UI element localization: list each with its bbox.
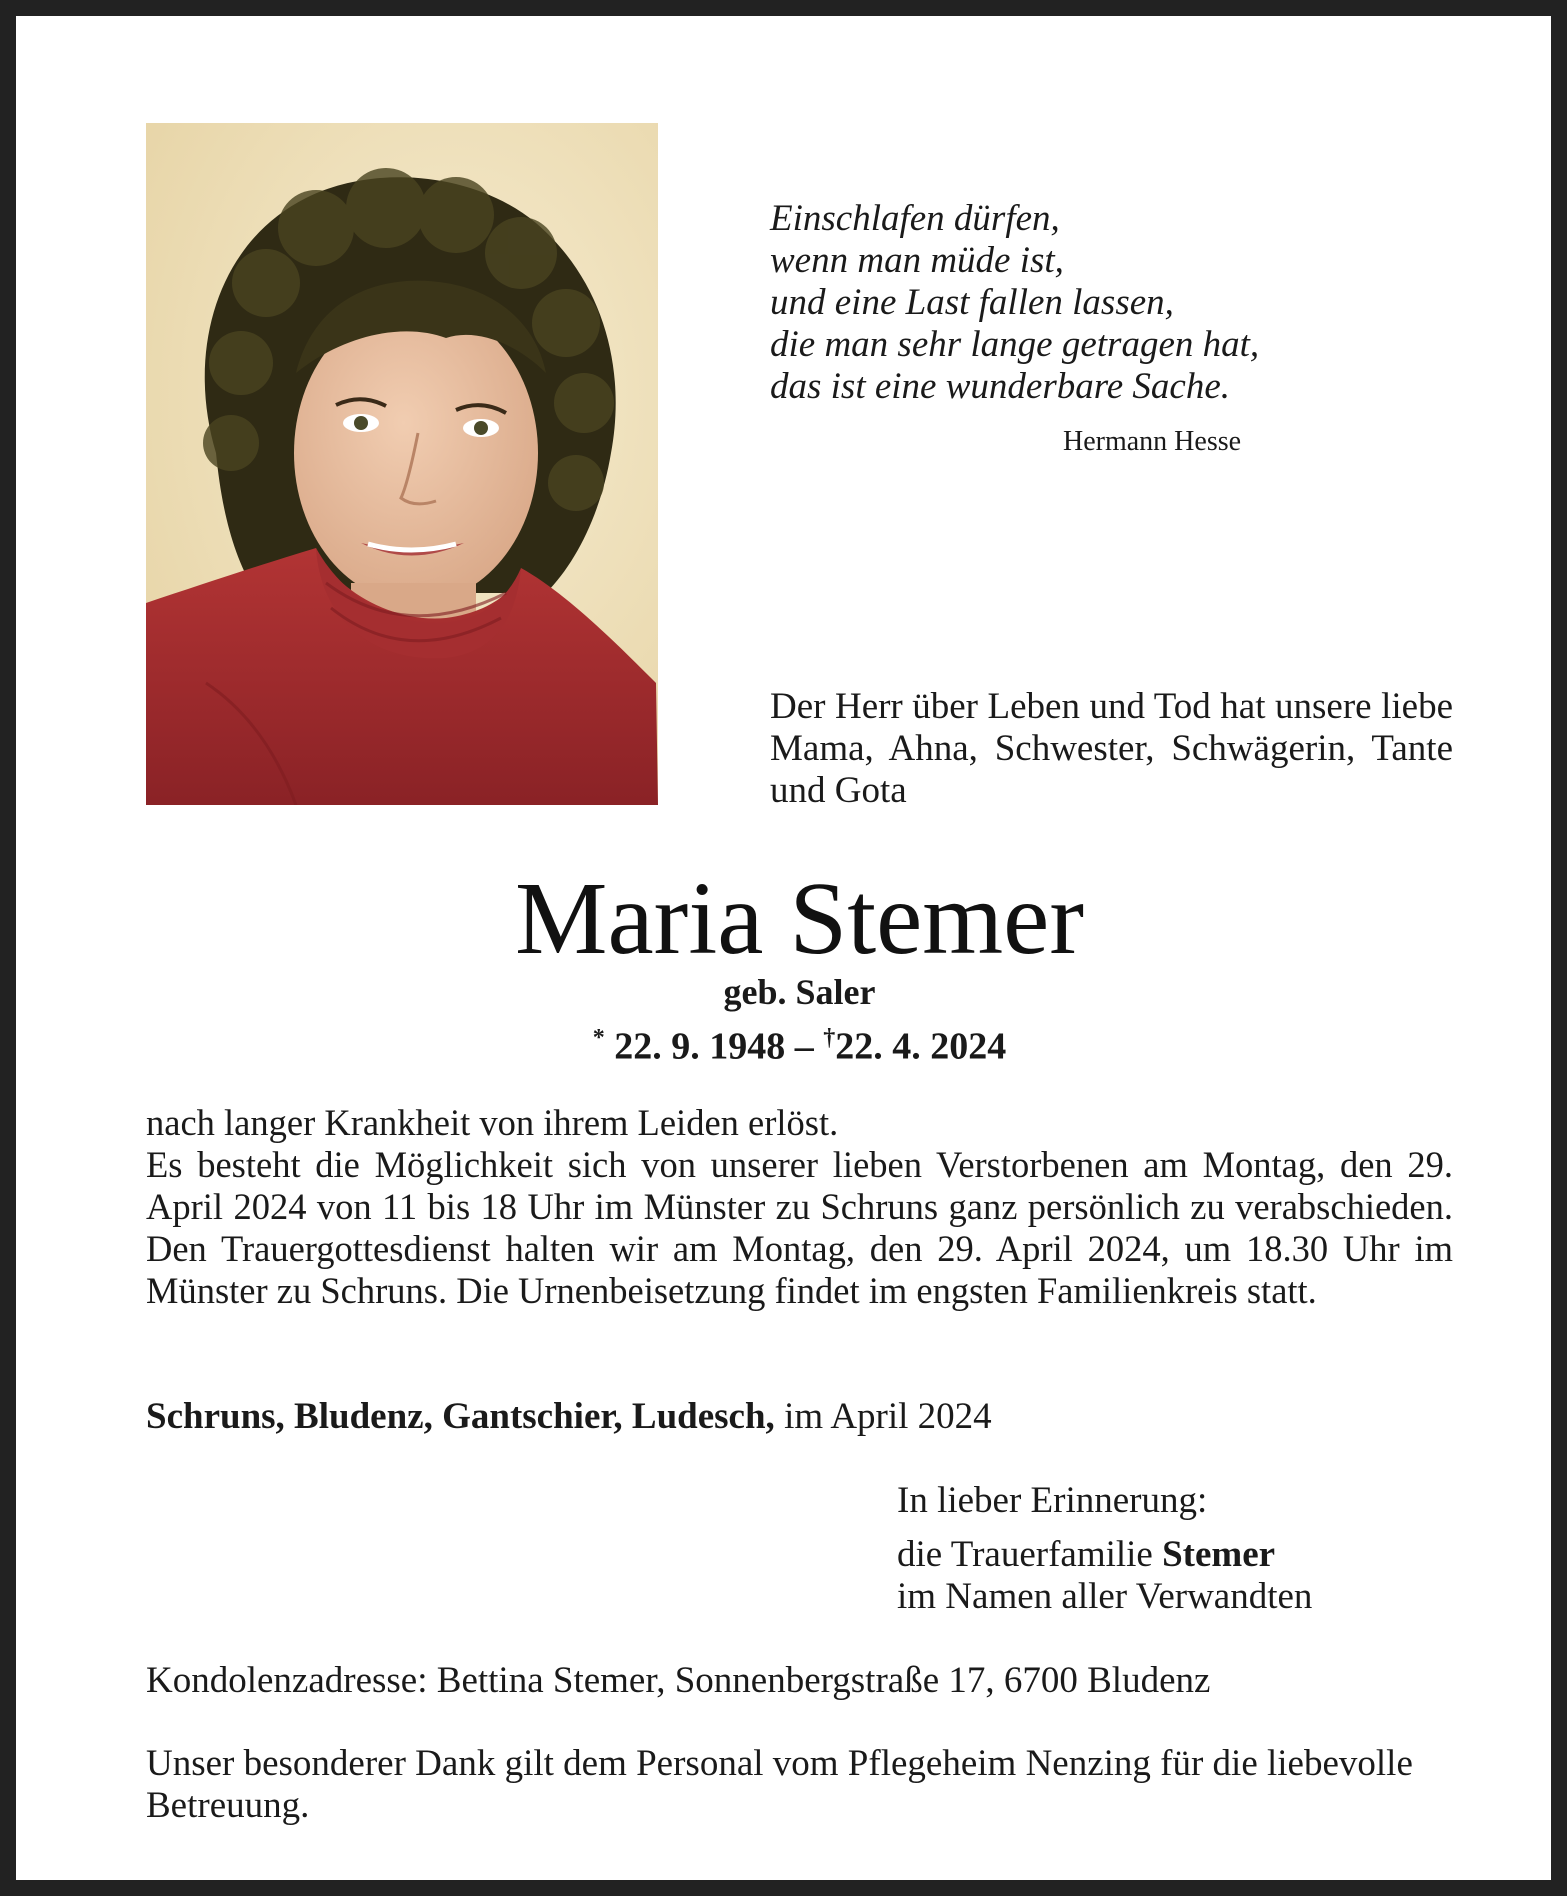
- signature-line-1: In lieber Erinnerung:: [897, 1480, 1208, 1521]
- body-paragraph: Es besteht die Möglichkeit sich von unserer lieben Verstorbenen am Montag, den 29. April 2024 von 11 bis 18 Uhr im Münster zu Schruns ganz persönlich zu verabschieden. Den Trauergottesdienst halten wir am Montag, den 29. April 2024, um 18.30 Uhr im Münster zu Schruns. Die Urnenbeisetzung findet im engsten Familienkreis statt.: [146, 1144, 1453, 1311]
- body-line-1: nach langer Krankheit von ihrem Leiden erlöst.: [146, 1102, 839, 1143]
- quote-author: Hermann Hesse: [1063, 426, 1242, 457]
- quote-line: das ist eine wunderbare Sache.: [770, 366, 1231, 407]
- intro-text: Der Herr über Leben und Tod hat unsere liebe Mama, Ahna, Schwester, Schwägerin, Tante und Gota: [770, 686, 1453, 811]
- deceased-name: Maria Stemer: [515, 861, 1084, 976]
- date-separator: –: [794, 1025, 814, 1068]
- maiden-name: geb. Saler: [723, 972, 876, 1012]
- life-dates: [16, 1016, 1567, 1069]
- death-symbol: †: [823, 1025, 836, 1051]
- death-date: 22. 4. 2024: [835, 1025, 1007, 1068]
- family-name: Stemer: [1162, 1534, 1276, 1575]
- poem-quote: [770, 198, 1330, 408]
- signature-prefix: die Trauerfamilie: [897, 1534, 1153, 1575]
- quote-line: die man sehr lange getragen hat,: [770, 324, 1260, 365]
- portrait-photo: [146, 123, 658, 805]
- birth-date: 22. 9. 1948: [614, 1025, 786, 1068]
- places-date: im April 2024: [784, 1396, 992, 1437]
- places-line: [146, 1396, 992, 1438]
- quote-line: wenn man müde ist,: [770, 240, 1064, 281]
- condolence-address: Kondolenzadresse: Bettina Stemer, Sonnenbergstraße 17, 6700 Bludenz: [146, 1660, 1211, 1701]
- announcement-body: [146, 1102, 1453, 1312]
- portrait-illustration: [146, 123, 658, 805]
- thanks-text: Unser besonderer Dank gilt dem Personal vom Pflegeheim Nenzing für die liebevolle Betreuung.: [146, 1743, 1413, 1826]
- signature-line-2: [897, 1534, 1312, 1576]
- signature-line-3: im Namen aller Verwandten: [897, 1576, 1313, 1617]
- places-towns: Schruns, Bludenz, Gantschier, Ludesch,: [146, 1396, 775, 1437]
- quote-line: Einschlafen dürfen,: [770, 198, 1060, 239]
- quote-line: und eine Last fallen lassen,: [770, 282, 1174, 323]
- signature-block: [897, 1480, 1312, 1618]
- birth-symbol: *: [592, 1025, 605, 1051]
